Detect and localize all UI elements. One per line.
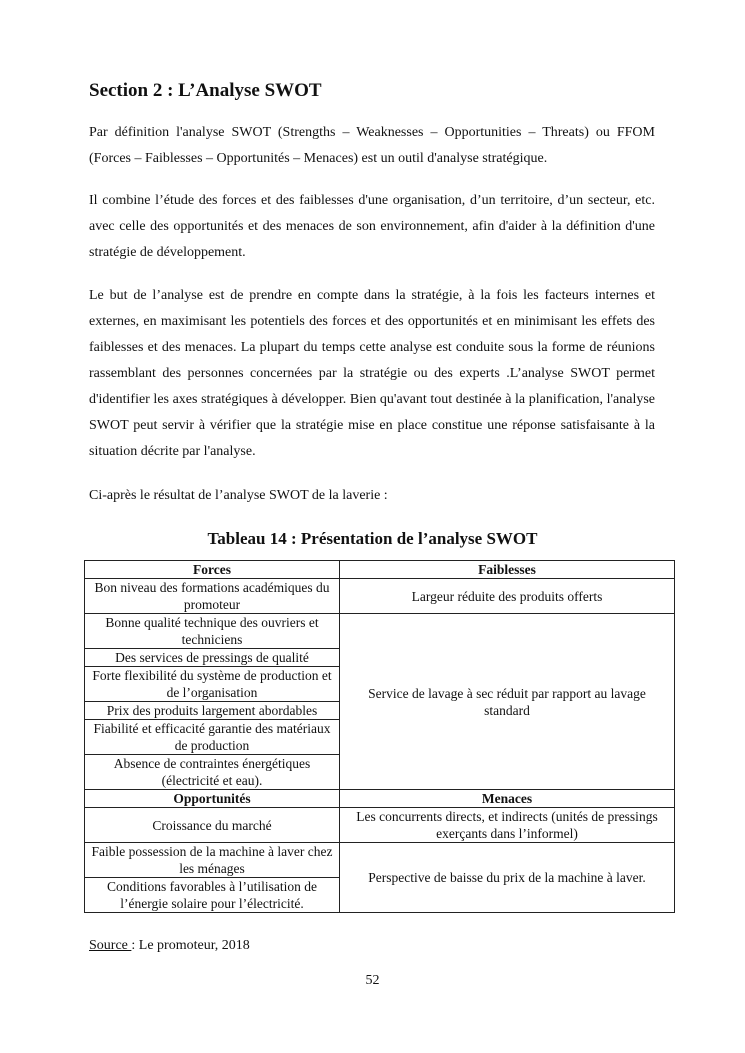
menace-cell: Les concurrents directs, et indirects (unités de pressings exerçants dans l’informel) bbox=[340, 808, 675, 843]
source-note bbox=[89, 938, 250, 954]
source-label: Source bbox=[89, 938, 132, 953]
table-row bbox=[85, 843, 675, 878]
paragraph-intro-table: Ci-après le résultat de l’analyse SWOT de la laverie : bbox=[89, 488, 388, 503]
source-text: : Le promoteur, 2018 bbox=[131, 938, 250, 953]
force-cell: Absence de contraintes énergétiques (électricité et eau). bbox=[85, 755, 340, 790]
paragraph-definition: Par définition l'analyse SWOT (Strengths – Weaknesses – Opportunities – Threats) ou FFOM (Forces – Faiblesses – Opportunités – Menaces) est un outil d'analyse stratégique. bbox=[89, 125, 655, 166]
faiblesse-cell: Largeur réduite des produits offerts bbox=[340, 579, 675, 614]
menace-cell: Perspective de baisse du prix de la machine à laver. bbox=[340, 843, 675, 913]
header-menaces: Menaces bbox=[340, 790, 675, 808]
force-cell: Des services de pressings de qualité bbox=[85, 649, 340, 667]
table-header-row bbox=[85, 561, 675, 579]
table-row bbox=[85, 579, 675, 614]
header-opportunites: Opportunités bbox=[85, 790, 340, 808]
opportunite-cell: Croissance du marché bbox=[85, 808, 340, 843]
header-faiblesses: Faiblesses bbox=[340, 561, 675, 579]
force-cell: Prix des produits largement abordables bbox=[85, 702, 340, 720]
force-cell: Bon niveau des formations académiques du promoteur bbox=[85, 579, 340, 614]
paragraph-combination: Il combine l’étude des forces et des faiblesses d'une organisation, d’un territoire, d’un secteur, etc. avec celle des opportunités et des menaces de son environnement, afin d'aider à la définition d'une stratégie de développement. bbox=[89, 193, 655, 260]
table-row bbox=[85, 614, 675, 649]
opportunite-cell: Conditions favorables à l’utilisation de l’énergie solaire pour l’électricité. bbox=[85, 878, 340, 913]
paragraph-purpose: Le but de l’analyse est de prendre en compte dans la stratégie, à la fois les facteurs internes et externes, en maximisant les potentiels des forces et des opportunités et en minimisant les effets des faiblesses et des menaces. La plupart du temps cette analyse est conduite sous la forme de réunions rassemblant des personnes concernées par la stratégie ou des experts .L’analyse SWOT permet d'identifier les axes stratégiques à développer. Bien qu'avant tout destinée à la planification, l'analyse SWOT peut servir à vérifier que la stratégie mise en place constitue une réponse satisfaisante à la situation décrite par l'analyse. bbox=[89, 288, 655, 459]
header-forces: Forces bbox=[85, 561, 340, 579]
swot-table bbox=[84, 560, 675, 913]
table-header-row bbox=[85, 790, 675, 808]
force-cell: Forte flexibilité du système de production et de l’organisation bbox=[85, 667, 340, 702]
section-title: Section 2 : L’Analyse SWOT bbox=[89, 80, 322, 101]
page-number: 52 bbox=[365, 973, 380, 988]
table-title: Tableau 14 : Présentation de l’analyse SWOT bbox=[207, 529, 538, 548]
force-cell: Fiabilité et efficacité garantie des matériaux de production bbox=[85, 720, 340, 755]
force-cell: Bonne qualité technique des ouvriers et techniciens bbox=[85, 614, 340, 649]
opportunite-cell: Faible possession de la machine à laver chez les ménages bbox=[85, 843, 340, 878]
table-row bbox=[85, 808, 675, 843]
faiblesse-cell: Service de lavage à sec réduit par rapport au lavage standard bbox=[340, 614, 675, 790]
